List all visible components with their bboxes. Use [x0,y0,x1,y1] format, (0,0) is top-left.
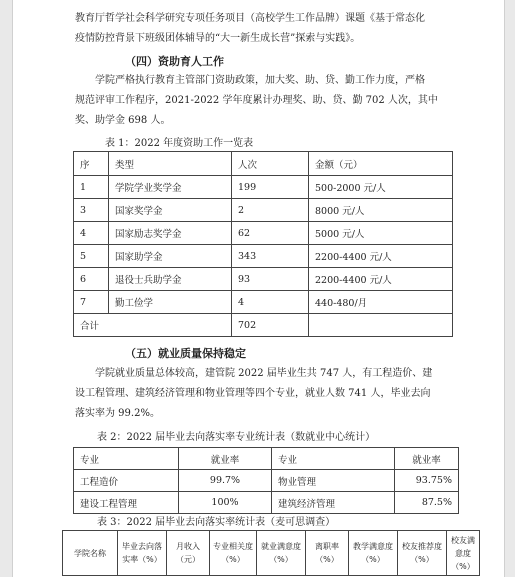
table-header-cell: 就业率 [395,448,459,470]
table-row [74,492,459,514]
table-header-cell: 离职率（%） [306,531,349,576]
table-cell: 99.7% [179,470,272,492]
table-header-cell: 校友推荐度（%） [398,531,447,576]
table-cell: 3 [74,199,109,222]
table-row [74,245,453,268]
table-header-row [63,531,480,576]
table-header-cell: 人次 [232,152,309,176]
table-cell: 2 [232,199,309,222]
table-cell: 93 [232,268,309,291]
table-cell: 学院学业奖学金 [109,176,232,199]
table-header-cell: 序 [74,152,109,176]
total-value: 702 [232,314,309,337]
employment-survey-table [62,530,480,576]
table-cell: 国家奖学金 [109,199,232,222]
table-row [74,268,453,291]
table-cell: 7 [74,291,109,314]
table-cell: 93.75% [395,470,459,492]
section-heading-employment: （五）就业质量保持稳定 [125,347,246,360]
table-row [74,199,453,222]
intro-line: 疫情防控背景下班级团体辅导的“大一新生成长营”探索与实践》。 [75,33,361,44]
intro-paragraph [75,9,467,49]
total-label: 合计 [74,314,232,337]
table-cell: 6 [74,268,109,291]
table-header-cell: 金额（元） [309,152,453,176]
table-cell: 退役士兵助学金 [109,268,232,291]
table-cell: 4 [74,222,109,245]
table-cell: 199 [232,176,309,199]
table-header-row [74,152,453,176]
table-header-cell: 教学满意度（%） [349,531,398,576]
table-header-cell: 毕业去向落实率（%） [118,531,167,576]
table-cell: 工程造价 [74,470,179,492]
funding-table [73,151,453,337]
table-cell: 1 [74,176,109,199]
section-heading-funding: （四）资助育人工作 [125,55,224,68]
table-row [74,291,453,314]
table1-caption: 表 1：2022 年度资助工作一览表 [105,138,254,149]
intro-line: 教育厅哲学社会科学研究专项任务项目（高校学生工作品牌）课题《基于常态化 [75,13,425,24]
table-header-row [74,448,459,470]
table-cell: 2200-4400 元/人 [309,245,453,268]
employment-paragraph [75,364,467,424]
table-header-cell: 专业 [74,448,179,470]
table-header-cell: 校友满意度（%） [447,531,480,576]
paragraph-line: 奖、助学金 698 人。 [75,115,171,126]
paragraph-line: 规范评审工作程序，2021-2022 学年度累计办理奖、助、贷、勤 702 人次，其中 [75,95,438,106]
paragraph-line: 学院就业质量总体较高，建管院 2022 届毕业生共 747 人，有工程造价、建 [95,368,433,379]
table-cell: 500-2000 元/人 [309,176,453,199]
table-cell: 87.5% [395,492,459,514]
paragraph-line: 学院严格执行教育主管部门资助政策，加大奖、助、贷、勤工作力度，严格 [95,75,425,86]
paragraph-line: 落实率为 99.2%。 [75,408,160,419]
table-cell: 100% [179,492,272,514]
paragraph-line: 设工程管理、建筑经济管理和物业管理等四个专业，就业人数 741 人，毕业去向 [75,388,431,399]
table-header-cell: 类型 [109,152,232,176]
table-header-cell: 就业率 [179,448,272,470]
table-cell: 4 [232,291,309,314]
table-cell: 5000 元/人 [309,222,453,245]
table-header-cell: 学院名称 [63,531,118,576]
table-cell: 建筑经济管理 [272,492,395,514]
table-cell: 物业管理 [272,470,395,492]
table-cell: 440-480/月 [309,291,453,314]
document-page [12,0,505,577]
table-cell: 5 [74,245,109,268]
table-row [74,176,453,199]
table-header-cell: 月收入（元） [167,531,210,576]
employment-by-major-table [73,447,459,514]
funding-paragraph [75,71,467,131]
table-cell: 国家助学金 [109,245,232,268]
table-row [74,222,453,245]
table-row [74,470,459,492]
table-header-cell: 专业相关度（%） [210,531,257,576]
table3-caption: 表 3：2022 届毕业去向落实率统计表（麦可思调查） [97,517,336,528]
table-cell: 国家励志奖学金 [109,222,232,245]
table-cell: 勤工俭学 [109,291,232,314]
table2-caption: 表 2：2022 届毕业去向落实率专业统计表（数就业中心统计） [97,432,376,443]
table-cell: 8000 元/人 [309,199,453,222]
table-total-row [74,314,453,337]
table-header-cell: 专业 [272,448,395,470]
table-cell: 62 [232,222,309,245]
table-cell: 343 [232,245,309,268]
table-header-cell: 就业满意度（%） [257,531,306,576]
table-cell [309,314,453,337]
table-cell: 建设工程管理 [74,492,179,514]
table-cell: 2200-4400 元/人 [309,268,453,291]
